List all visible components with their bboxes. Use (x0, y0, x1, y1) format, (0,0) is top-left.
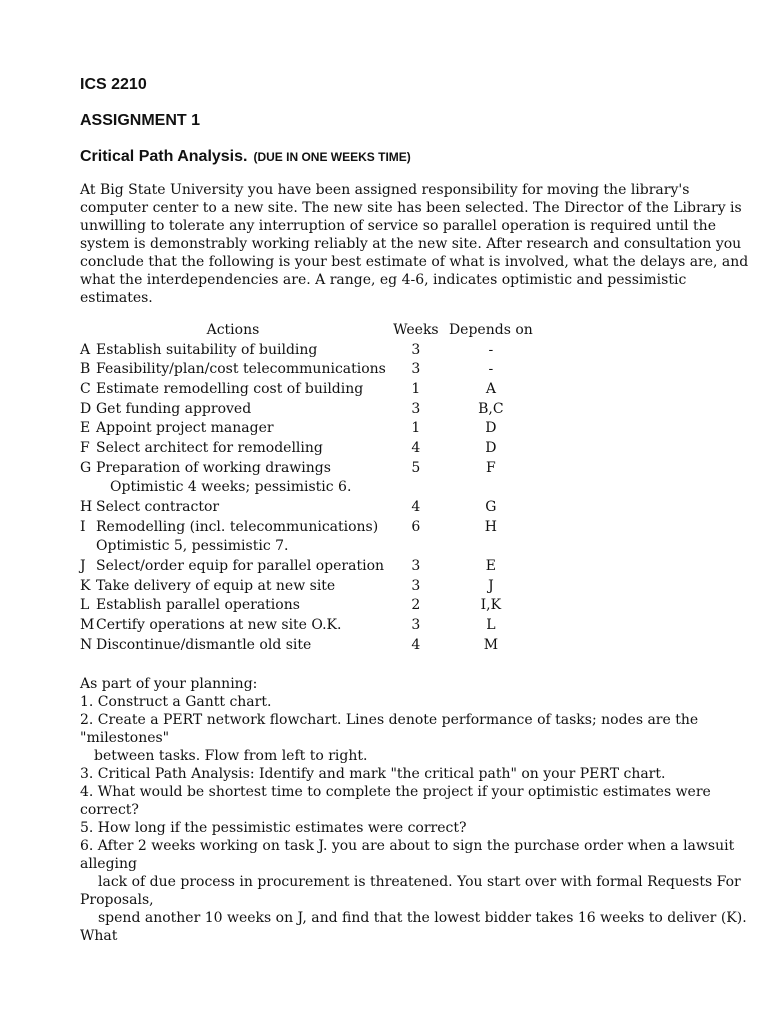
weeks-cell: 3 (411, 341, 421, 358)
table-row (80, 615, 536, 635)
table-note-row (80, 537, 536, 557)
weeks-cell: 1 (411, 380, 421, 397)
intro-line: computer center to a new site. The new site has been selected. The Director of the Library is (80, 200, 742, 216)
task-id: F (80, 439, 90, 456)
task-id: J (80, 558, 86, 575)
course-code: ICS 2210 (80, 76, 147, 93)
task-id: A (80, 341, 91, 358)
task-action: Take delivery of equip at new site (96, 577, 336, 594)
planning-line: spend another 10 weeks on J, and find that the lowest bidder takes 16 weeks to deliver (K). (98, 910, 747, 926)
task-action: Preparation of working drawings (96, 459, 331, 476)
due-note: (DUE IN ONE WEEKS TIME) (253, 150, 411, 164)
planning-line: 5. How long if the pessimistic estimates were correct? (80, 820, 467, 836)
task-id: E (80, 420, 91, 437)
weeks-header: Weeks (393, 321, 439, 338)
depends-cell: - (488, 341, 494, 358)
depends-cell: L (486, 617, 496, 634)
action-cell (80, 576, 386, 596)
table-header-row (80, 320, 536, 340)
depends-cell: I,K (480, 597, 502, 614)
task-action: Feasibility/plan/cost telecommunications (96, 361, 386, 378)
action-cell (80, 399, 386, 419)
planning-line: 2. Create a PERT network flowchart. Lines denote performance of tasks; nodes are the (80, 712, 699, 728)
planning-line: As part of your planning: (80, 676, 258, 692)
weeks-cell: 4 (411, 439, 421, 456)
task-action: Discontinue/dismantle old site (96, 636, 312, 653)
task-action: Establish parallel operations (96, 597, 300, 614)
task-id: L (80, 597, 90, 614)
action-cell (80, 438, 386, 458)
planning-line: lack of due process in procurement is threatened. You start over with formal Requests For (98, 874, 741, 890)
table-row (80, 556, 536, 576)
weeks-cell: 3 (411, 577, 421, 594)
task-action: Estimate remodelling cost of building (96, 380, 364, 397)
depends-cell: B,C (478, 400, 504, 417)
task-action: Select contractor (96, 499, 220, 516)
planning-line: 3. Critical Path Analysis: Identify and mark "the critical path" on your PERT chart. (80, 766, 666, 782)
intro-line: conclude that the following is your best estimate of what is involved, what the delays are, and (80, 254, 749, 270)
weeks-cell: 3 (411, 400, 421, 417)
planning-line: What (80, 928, 118, 944)
depends-cell: M (483, 636, 499, 653)
task-id: B (80, 361, 91, 378)
intro-paragraph (80, 181, 749, 307)
planning-line: Proposals, (80, 892, 154, 908)
task-id: N (80, 636, 93, 653)
planning-line: correct? (80, 802, 139, 818)
task-action: Select architect for remodelling (96, 439, 323, 456)
task-id: C (80, 380, 91, 397)
task-id: M (80, 617, 95, 634)
table-row (80, 458, 536, 478)
table-row (80, 576, 536, 596)
task-id: H (80, 499, 93, 516)
planning-line: 1. Construct a Gantt chart. (80, 694, 272, 710)
table-row (80, 418, 536, 438)
task-action: Get funding approved (96, 400, 252, 417)
depends-cell: H (484, 518, 497, 535)
actions-table (80, 320, 536, 655)
intro-line: what the interdependencies are. A range, eg 4-6, indicates optimistic and pessimistic (80, 272, 687, 288)
action-cell (80, 418, 386, 438)
table-row (80, 379, 536, 399)
table-note-row (80, 478, 536, 498)
weeks-cell: 1 (411, 420, 421, 437)
table-row (80, 517, 536, 537)
intro-line: At Big State University you have been assigned responsibility for moving the library's (80, 182, 690, 198)
actions-header: Actions (206, 321, 260, 338)
estimate-note: Optimistic 5, pessimistic 7. (96, 538, 289, 555)
planning-list (80, 675, 747, 945)
table-row (80, 635, 536, 655)
weeks-cell: 3 (411, 617, 421, 634)
action-cell (80, 596, 386, 616)
task-id: G (80, 459, 92, 476)
task-action: Certify operations at new site O.K. (96, 617, 342, 634)
task-id: I (80, 518, 86, 535)
planning-line: between tasks. Flow from left to right. (94, 748, 368, 764)
depends-cell: E (485, 558, 496, 575)
table-row (80, 596, 536, 616)
depends-header: Depends on (448, 321, 533, 338)
depends-cell: D (485, 439, 497, 456)
weeks-cell: 5 (411, 459, 421, 476)
planning-line: alleging (80, 856, 138, 872)
action-cell (80, 635, 386, 655)
weeks-cell: 4 (411, 499, 421, 516)
depends-cell: J (488, 577, 494, 594)
depends-cell: - (488, 361, 494, 378)
task-id: D (80, 400, 92, 417)
weeks-cell: 2 (411, 597, 421, 614)
depends-cell: G (485, 499, 497, 516)
action-cell (80, 615, 386, 635)
intro-line: system is demonstrably working reliably at the new site. After research and consultation you (80, 236, 742, 252)
table-row (80, 359, 536, 379)
action-cell (80, 517, 386, 537)
table-row (80, 399, 536, 419)
planning-line: 6. After 2 weeks working on task J. you are about to sign the purchase order when a lawsuit (80, 838, 735, 854)
weeks-cell: 3 (411, 361, 421, 378)
table-row (80, 438, 536, 458)
section-title: Critical Path Analysis. (80, 148, 248, 165)
planning-line: "milestones" (80, 730, 170, 746)
estimate-note: Optimistic 4 weeks; pessimistic 6. (110, 479, 352, 496)
task-action: Establish suitability of building (96, 341, 318, 358)
action-cell (80, 458, 386, 478)
weeks-cell: 6 (411, 518, 421, 535)
action-cell (80, 497, 386, 517)
planning-line: 4. What would be shortest time to complete the project if your optimistic estimates were (80, 784, 711, 800)
action-cell (80, 359, 386, 379)
action-cell (80, 556, 386, 576)
intro-line: estimates. (80, 290, 153, 306)
assignment-title: ASSIGNMENT 1 (80, 112, 201, 129)
task-action: Remodelling (incl. telecommunications) (96, 518, 379, 535)
task-id: K (80, 577, 91, 594)
task-action: Appoint project manager (96, 420, 274, 437)
task-action: Select/order equip for parallel operation (96, 558, 385, 575)
table-row (80, 497, 536, 517)
depends-cell: D (485, 420, 497, 437)
section-heading (80, 148, 411, 166)
intro-line: unwilling to tolerate any interruption of service so parallel operation is required until the (80, 218, 716, 234)
table-row (80, 340, 536, 360)
action-cell (80, 340, 386, 360)
action-cell (80, 379, 386, 399)
weeks-cell: 3 (411, 558, 421, 575)
weeks-cell: 4 (411, 636, 421, 653)
depends-cell: A (485, 380, 496, 397)
depends-cell: F (486, 459, 496, 476)
